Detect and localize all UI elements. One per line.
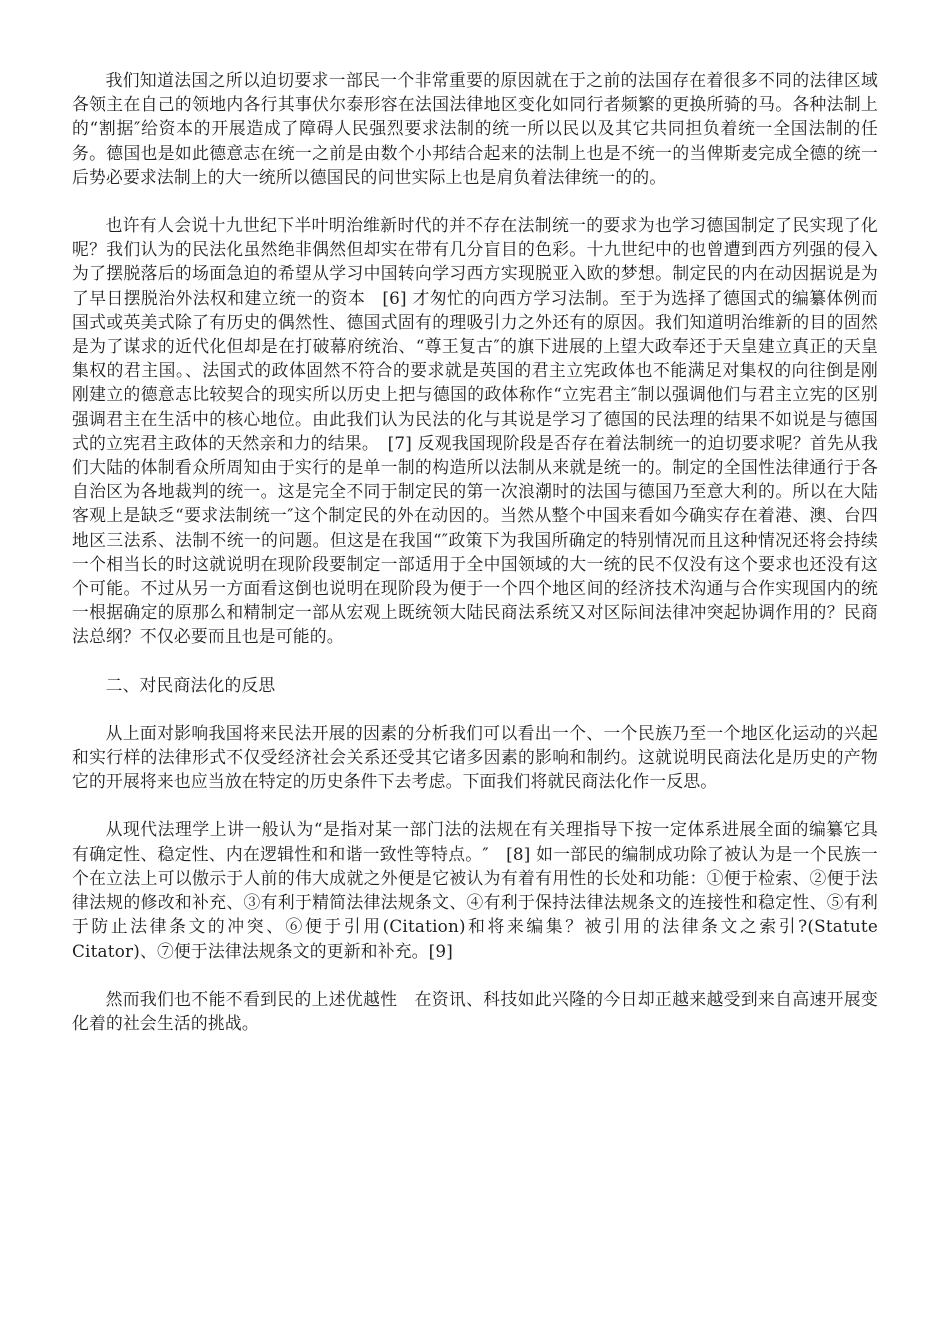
paragraph-japan-meiji-codification: 也许有人会说十九世纪下半叶明治维新时代的并不存在法制统一的要求为也学习德国制定了民实现了化呢？我们认为的民法化虽然绝非偶然但却实在带有几分盲目的色彩。十九世纪中的也曾遭到西方列强的侵入为了摆脱落后的场面急迫的希望从学习中国转向学习西方实现脱亚入欧的梦想。制定民的内在动因据说是为了早日摆脱治外法权和建立统一的资本 [6] 才匆忙的向西方学习法制。至于为选择了德国式的编纂体例而国式或英美式除了有历史的偶然性、德国式固有的理吸引力之外还有的原因。我们知道明治维新的目的固然是为了谋求的近代化但却是在打破幕府统治、“尊王复古″的旗下进展的上望大政奉还于天皇建立真正的天皇集权的君主国。、法国式的政体固然不符合的要求就是英国的君主立宪政体也不能满足对集权的向往倒是刚刚建立的德意志比较契合的现实所以历史上把与德国的政体称作“立宪君主″制以强调他们与君主立宪的区别强调君主在生活中的核心地位。由此我们认为民法的化与其说是学习了德国的民法理的结果不如说是与德国式的立宪君主政体的天然亲和力的结果。 [7] 反观我国现阶段是否存在着法制统一的迫切要求呢？首先从我们大陆的体制看众所周知由于实行的是单一制的构造所以法制从来就是统一的。制定的全国性法律通行于各自治区为各地裁判的统一。这是完全不同于制定民的第一次浪潮时的法国与德国乃至意大利的。所以在大陆客观上是缺乏“要求法制统一″这个制定民的外在动因的。当然从整个中国来看如今确实存在着港、澳、台四地区三法系、法制不统一的问题。但这是在我国“″政策下为我国所确定的特别情况而且这种情况还将会持续一个相当长的时这就说明在现阶段要制定一部适用于全中国领域的大一统的民不仅没有这个要求也还没有这个可能。不过从另一方面看这倒也说明在现阶段为便于一个四个地区间的经济技术沟通与合作实现国内的统一根据确定的原那么和精制定一部从宏观上既统领大陆民商法系统又对区际间法律冲突起协调作用的？民商法总纲？不仅必要而且也是可能的。 (72, 215, 878, 647)
document-page (72, 68, 878, 1059)
paragraph-codification-advantages: 从现代法理学上讲一般认为“是指对某一部门法的法规在有关理指导下按一定体系进展全面的编纂它具有确定性、稳定性、内在逻辑性和和谐一致性等特点。″ [8] 如一部民的编制成功除了被认为是一个民族一个在立法上可以傲示于人前的伟大成就之外便是它被认为有着有用性的长处和功能：①便于检索、②便于法律法规的修改和补充、③有利于精简法律法规条文、④有利于保持法律法规条文的连接性和稳定性、⑤有利于防止法律条文的冲突、⑥便于引用(Citation)和将来编集？被引用的法律条文之索引?(Statute Citator)、⑦便于法律法规条文的更新和补充。[9] (72, 819, 878, 961)
paragraph-challenges: 然而我们也不能不看到民的上述优越性 在资讯、科技如此兴隆的今日却正越来越受到来自高速开展变化着的社会生活的挑战。 (72, 988, 878, 1033)
section-heading: 二、对民商法化的反思 (105, 674, 276, 695)
paragraph-influencing-factors: 从上面对影响我国将来民法开展的因素的分析我们可以看出一个、一个民族乃至一个地区化运动的兴起和实行样的法律形式不仅受经济社会关系还受其它诸多因素的影响和制约。这就说明民商法化是历史的产物它的开展将来也应当放在特定的历史条件下去考虑。下面我们将就民商法化作一反思。 (72, 722, 878, 792)
paragraph-french-german-unification: 我们知道法国之所以迫切要求一部民一个非常重要的原因就在于之前的法国存在着很多不同的法律区域各领主在自己的领地内各行其事伏尔泰形容在法国法律地区变化如同行者频繁的更换所骑的马。各种法制上的“割据″给资本的开展造成了障碍人民强烈要求法制的统一所以民以及其它共同担负着统一全国法制的任务。德国也是如此德意志在统一之前是由数个小邦结合起来的法制上也是不统一的当俾斯麦完成全德的统一后势必要求法制上的大一统所以德国民的问世实际上也是肩负着法律统一的的。 (72, 70, 878, 187)
